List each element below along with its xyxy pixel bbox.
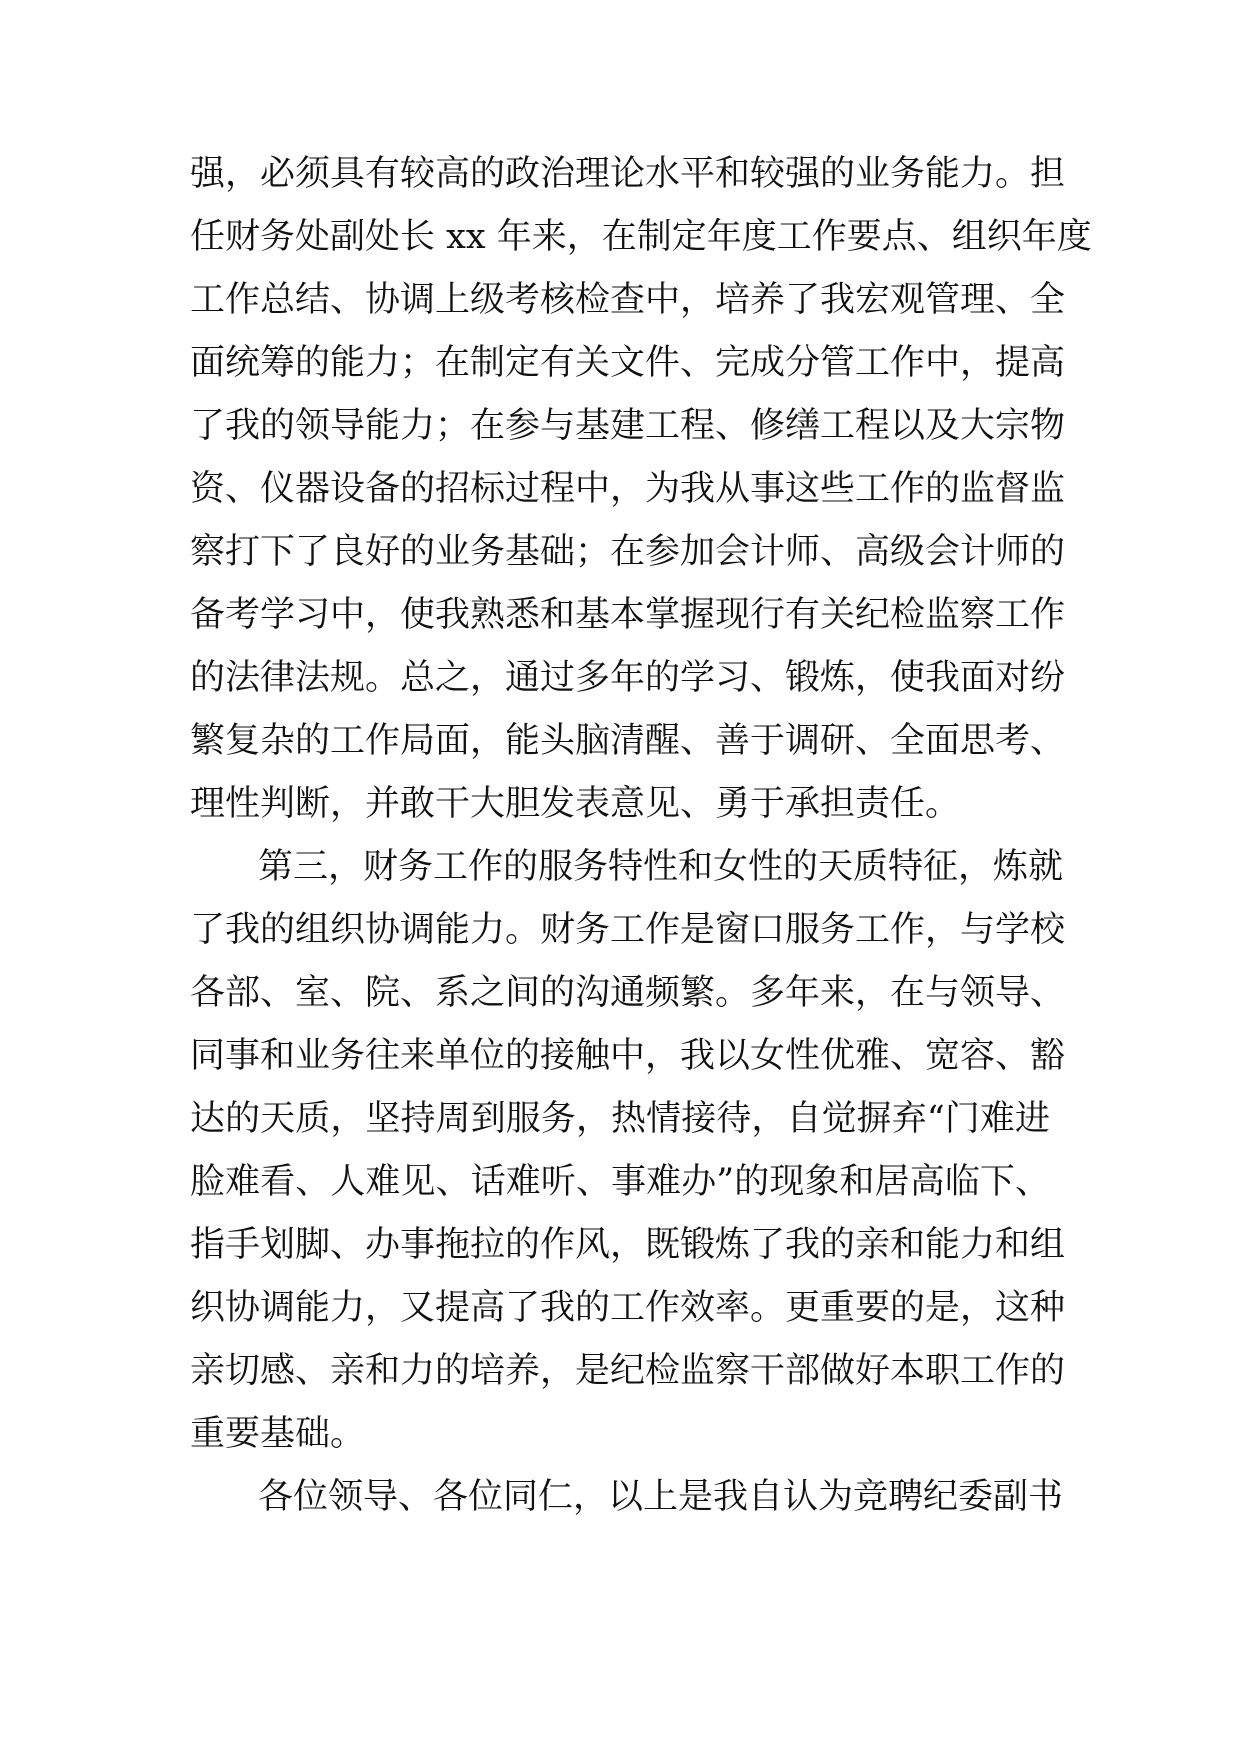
text-line: 各部、室、院、系之间的沟通频繁。多年来，在与领导、: [190, 973, 1066, 1013]
text-line: 理性判断，并敢干大胆发表意见、勇于承担责任。: [190, 784, 961, 824]
paragraph: [190, 836, 1066, 1466]
text-line: 的法律法规。总之，通过多年的学习、锻炼，使我面对纷: [190, 658, 1066, 698]
text-line: 了我的领导能力；在参与基建工程、修缮工程以及大宗物: [190, 406, 1066, 446]
paragraph: [190, 143, 1092, 836]
document-body: [190, 143, 1092, 1529]
text-line: 了我的组织协调能力。财务工作是窗口服务工作，与学校: [190, 910, 1066, 950]
text-line: 察打下了良好的业务基础；在参加会计师、高级会计师的: [190, 532, 1066, 572]
text-line: 工作总结、协调上级考核检查中，培养了我宏观管理、全: [190, 280, 1066, 320]
text-line: 达的天质，坚持周到服务，热情接待，自觉摒弃“门难进: [190, 1099, 1050, 1139]
text-line: 繁复杂的工作局面，能头脑清醒、善于调研、全面思考、: [190, 721, 1066, 761]
text-line: 备考学习中，使我熟悉和基本掌握现行有关纪检监察工作: [190, 595, 1066, 635]
text-line: 脸难看、人难见、话难听、事难办”的现象和居高临下、: [190, 1162, 1050, 1202]
text-line: 同事和业务往来单位的接触中，我以女性优雅、宽容、豁: [190, 1036, 1066, 1076]
text-line: 亲切感、亲和力的培养，是纪检监察干部做好本职工作的: [190, 1351, 1066, 1391]
text-line: 面统筹的能力；在制定有关文件、完成分管工作中，提高: [190, 343, 1066, 383]
text-line: 指手划脚、办事拖拉的作风，既锻炼了我的亲和能力和组: [190, 1225, 1066, 1265]
text-line: 织协调能力，又提高了我的工作效率。更重要的是，这种: [190, 1288, 1066, 1328]
text-line: 第三，财务工作的服务特性和女性的天质特征，炼就: [258, 847, 1064, 887]
text-line: 重要基础。: [190, 1414, 366, 1454]
text-line: 强，必须具有较高的政治理论水平和较强的业务能力。担: [190, 154, 1066, 194]
paragraph: [190, 1466, 1064, 1529]
text-line: 各位领导、各位同仁，以上是我自认为竞聘纪委副书: [258, 1477, 1064, 1517]
text-line: 任财务处副处长 xx 年来，在制定年度工作要点、组织年度: [190, 217, 1092, 257]
text-line: 资、仪器设备的招标过程中，为我从事这些工作的监督监: [190, 469, 1066, 509]
